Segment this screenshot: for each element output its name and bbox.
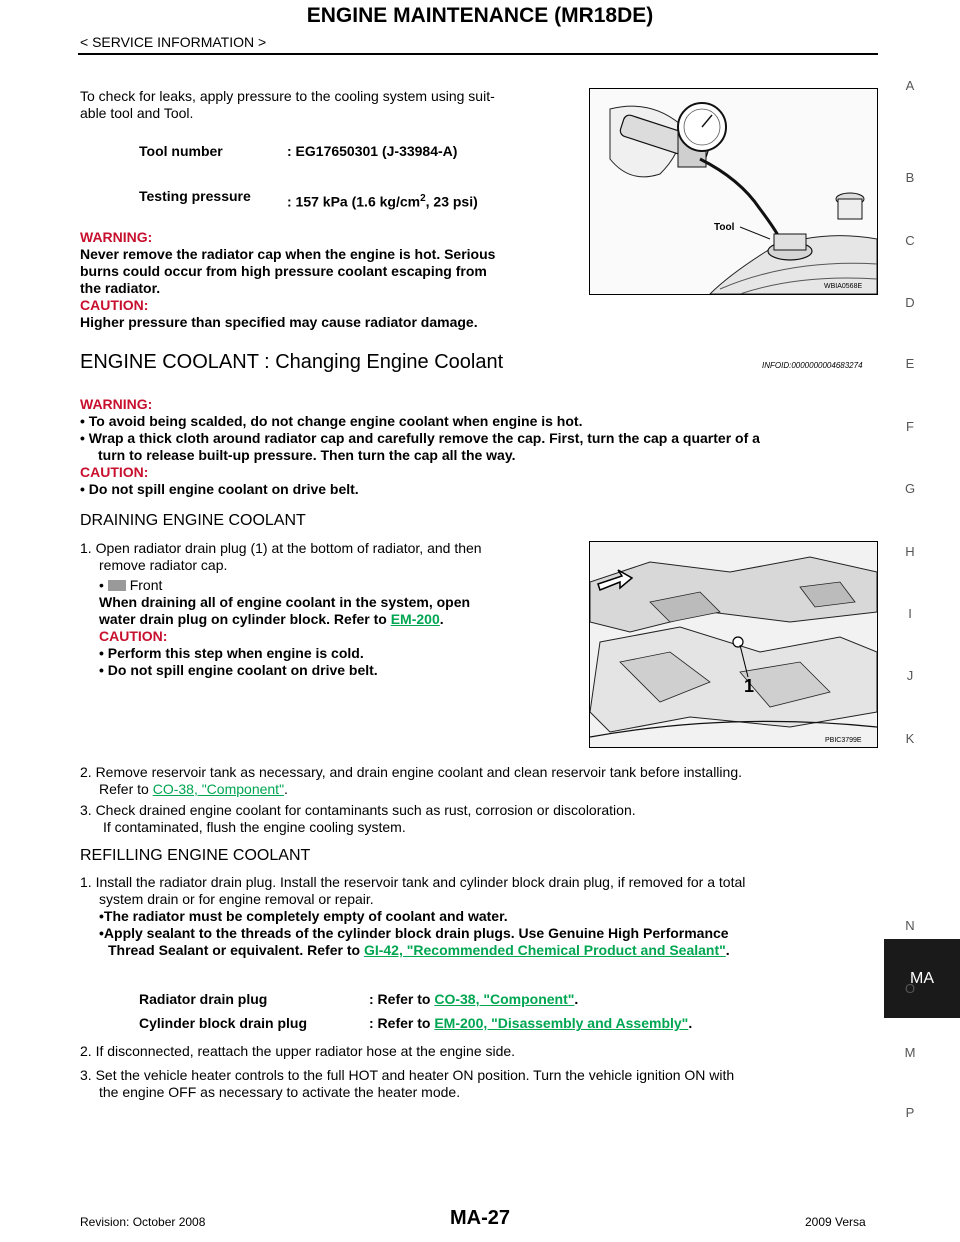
page-title: ENGINE MAINTENANCE (MR18DE): [306, 4, 654, 27]
warning-label: WARNING:: [80, 229, 153, 245]
cylinder-block-drain-plug-prefix: : Refer to: [369, 1015, 435, 1031]
front-item: [80, 577, 580, 594]
em-200-link[interactable]: EM-200: [390, 611, 440, 627]
draining-step-1-line-2: remove radiator cap.: [99, 557, 228, 573]
radiator-drain-plug-label: Radiator drain plug: [139, 991, 268, 1007]
radiator-drain-plug-suffix: .: [574, 991, 579, 1007]
side-index-j[interactable]: J: [906, 668, 914, 683]
footer-model: 2009 Versa: [805, 1215, 866, 1229]
caution-label: CAUTION:: [80, 297, 149, 313]
draining-note-line-2: [80, 611, 580, 628]
refilling-title: REFILLING ENGINE COOLANT: [80, 847, 311, 864]
draining-steps-2-3: [80, 764, 880, 836]
co-38-component-link-2[interactable]: CO-38, "Component": [434, 991, 575, 1007]
radiator-drain-figure: [589, 541, 878, 748]
refilling-step-1-line-1: 1. Install the radiator drain plug. Install the reservoir tank and cylinder block drain plug, if removed for a total: [80, 874, 746, 890]
front-bullet: •: [99, 577, 104, 593]
page-number: MA-27: [449, 1207, 510, 1229]
testing-pressure-value: [287, 193, 478, 210]
section-caution-label: CAUTION:: [80, 464, 149, 480]
section-warning-bullet-2a: • Wrap a thick cloth around radiator cap and carefully remove the cap. First, turn the cap a quarter of a: [80, 430, 760, 446]
pressure-tester-illustration: [590, 89, 877, 294]
refilling-step-3-line-1: 3. Set the vehicle heater controls to the full HOT and heater ON position. Turn the vehicle ignition ON with: [80, 1067, 735, 1083]
refilling-bullet-2-period: .: [725, 942, 730, 958]
figure1-code: WBIA0568E: [824, 283, 863, 290]
footer-revision: Revision: October 2008: [80, 1215, 206, 1229]
testing-pressure-value-a: : 157 kPa (1.6 kg/cm: [287, 193, 421, 210]
tool-callout: Tool: [714, 222, 735, 233]
side-index-c[interactable]: C: [905, 233, 915, 248]
draining-step-2-line-2: [80, 781, 880, 798]
front-text: Front: [129, 577, 163, 593]
side-index-e[interactable]: E: [905, 356, 915, 371]
side-index-p[interactable]: P: [905, 1105, 915, 1120]
draining-caution-bullet-1: • Perform this step when engine is cold.: [99, 645, 364, 661]
section-warning-bullet-1: • To avoid being scalded, do not change engine coolant when engine is hot.: [80, 413, 583, 429]
tool-number-value: : EG17650301 (J-33984-A): [287, 143, 458, 159]
draining-title: DRAINING ENGINE COOLANT: [80, 512, 306, 529]
drain-plug-callout: 1: [744, 676, 755, 696]
refilling-steps-2-3: [80, 1043, 880, 1101]
refilling-step-2: 2. If disconnected, reattach the upper radiator hose at the engine side.: [80, 1043, 516, 1059]
side-index-n[interactable]: N: [905, 918, 915, 933]
section-breadcrumb: < SERVICE INFORMATION >: [80, 34, 267, 50]
side-index-a[interactable]: A: [905, 78, 915, 93]
radiator-drain-illustration: [590, 542, 877, 747]
testing-pressure-label: Testing pressure: [139, 188, 251, 204]
info-id: INFOID:0000000004683274: [762, 361, 863, 370]
refilling-step-3-line-2: the engine OFF as necessary to activate the heater mode.: [99, 1084, 461, 1100]
front-arrow-icon: [108, 580, 126, 591]
side-index-m[interactable]: M: [904, 1045, 916, 1060]
cylinder-block-drain-plug-label: Cylinder block drain plug: [139, 1015, 308, 1031]
draining-step-1-line-1: 1. Open radiator drain plug (1) at the bottom of radiator, and then: [80, 540, 482, 556]
pressure-tester-figure: [589, 88, 878, 295]
section-warning-bullet-2b: turn to release built-up pressure. Then turn the cap all the way.: [98, 447, 516, 463]
refilling-bullet-1: •The radiator must be completely empty of coolant and water.: [99, 908, 508, 924]
side-index-h[interactable]: H: [905, 544, 915, 559]
draining-step-2-refer: Refer to: [99, 781, 153, 797]
warning-line-1: Never remove the radiator cap when the engine is hot. Serious: [80, 246, 496, 262]
caution-text: Higher pressure than specified may cause radiator damage.: [80, 314, 478, 330]
testing-pressure-value-b: , 23 psi): [425, 193, 478, 210]
side-index-g[interactable]: G: [904, 481, 916, 496]
header-divider: [78, 53, 878, 55]
refilling-bullet-2-text: Apply sealant to the threads of the cylinder block drain plugs. Use Genuine High Performance: [103, 925, 729, 941]
section-caution-bullet-1: • Do not spill engine coolant on drive belt.: [80, 481, 359, 497]
refilling-step-1-block: [80, 874, 880, 959]
em-200-disassembly-link[interactable]: EM-200, "Disassembly and Assembly": [434, 1015, 689, 1031]
refilling-bullet-2-refer: Thread Sealant or equivalent. Refer to: [108, 942, 364, 958]
side-index-o[interactable]: O: [904, 981, 916, 996]
radiator-drain-plug-prefix: : Refer to: [369, 991, 435, 1007]
refilling-bullet-1-text: The radiator must be completely empty of coolant and water.: [103, 908, 508, 924]
radiator-drain-plug-ref: [369, 991, 578, 1007]
draining-note-period: .: [439, 611, 444, 627]
side-index-d[interactable]: D: [905, 295, 915, 310]
draining-caution-bullet-2: • Do not spill engine coolant on drive belt.: [99, 662, 378, 678]
intro-line-1: To check for leaks, apply pressure to the cooling system using suit-: [80, 88, 495, 104]
draining-step-1-block: [80, 540, 580, 679]
co-38-component-link[interactable]: CO-38, "Component": [152, 781, 285, 797]
side-index-k[interactable]: K: [905, 731, 915, 746]
warning-line-2: burns could occur from high pressure coolant escaping from: [80, 263, 487, 279]
gi-42-sealant-link[interactable]: GI-42, "Recommended Chemical Product and Sealant": [363, 942, 726, 958]
draining-caution-label: CAUTION:: [99, 628, 168, 644]
draining-step-2-period: .: [284, 781, 288, 797]
tool-number-label: Tool number: [139, 143, 223, 159]
draining-note-text: water drain plug on cylinder block. Refer to: [99, 611, 391, 627]
refilling-bullet-2-line-2: [80, 942, 880, 959]
cylinder-block-drain-plug-suffix: .: [688, 1015, 693, 1031]
side-index-f[interactable]: F: [906, 419, 914, 434]
side-index-i[interactable]: I: [908, 606, 912, 621]
section-warning-label: WARNING:: [80, 396, 153, 412]
testing-pressure-sup: 2: [420, 193, 426, 204]
side-tab-ma[interactable]: MA: [884, 939, 960, 1018]
draining-step-3-line-2: If contaminated, flush the engine cooling system.: [103, 819, 406, 835]
warning-line-3: the radiator.: [80, 280, 161, 296]
cylinder-block-drain-plug-ref: [369, 1015, 692, 1031]
intro-line-2: able tool and Tool.: [80, 105, 194, 121]
section-warning-block: [80, 396, 880, 498]
draining-step-3-line-1: 3. Check drained engine coolant for contaminants such as rust, corrosion or discoloration.: [80, 802, 636, 818]
refilling-step-1-line-2: system drain or for engine removal or repair.: [99, 891, 374, 907]
intro-paragraph: [80, 88, 580, 122]
draining-step-2-line-1: 2. Remove reservoir tank as necessary, and drain engine coolant and clean reservoir tank before installing.: [80, 764, 742, 780]
draining-note-line-1: When draining all of engine coolant in the system, open: [99, 594, 471, 610]
side-index-b[interactable]: B: [905, 170, 915, 185]
section-title: ENGINE COOLANT : Changing Engine Coolant: [80, 351, 504, 373]
figure2-code: PBIC3799E: [825, 737, 862, 744]
intro-warning-block: [80, 229, 580, 331]
refilling-bullet-2-line-1: •Apply sealant to the threads of the cylinder block drain plugs. Use Genuine High Performance: [99, 925, 729, 941]
